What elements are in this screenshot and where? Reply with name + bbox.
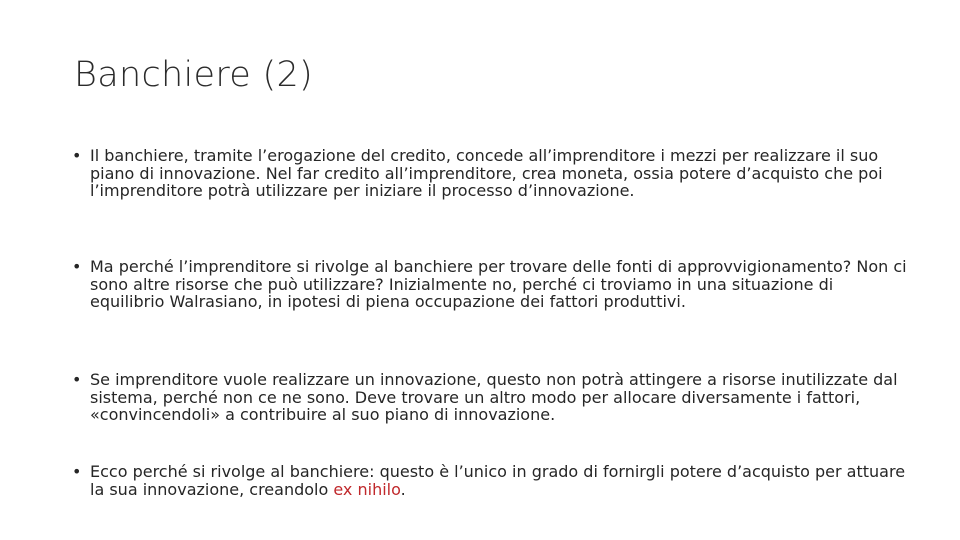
- highlight-text: ex nihilo: [333, 479, 401, 499]
- bullet-item: [72, 258, 910, 311]
- bullet-text: Il banchiere, tramite l’erogazione del credito, concede all’imprenditore i mezzi per realizzare il suo piano di innovazione. Nel far credito all’imprenditore, crea moneta, ossia potere d’acquisto che poi l’imprenditore potrà utilizzare per iniziare il processo d’innovazione.: [90, 146, 883, 200]
- bullet-marker: •: [72, 257, 82, 276]
- bullet-text-after: .: [400, 479, 406, 499]
- bullet-text-before: Ecco perché si rivolge al banchiere: questo è l’unico in grado di fornirgli potere d’acquisto per attuare la sua innovazione, creandolo: [90, 462, 906, 499]
- bullet-marker: •: [72, 146, 82, 165]
- bullet-item: [72, 371, 910, 424]
- bullet-text: Se imprenditore vuole realizzare un innovazione, questo non potrà attingere a risorse inutilizzate dal sistema, perché non ce ne sono. Deve trovare un altro modo per allocare diversamente i fattori, «convincendoli» a contribuire al suo piano di innovazione.: [90, 370, 898, 424]
- bullet-text: [90, 462, 905, 499]
- slide-title: Banchiere (2): [74, 55, 313, 95]
- bullet-item: [72, 463, 910, 498]
- bullet-text: Ma perché l’imprenditore si rivolge al banchiere per trovare delle fonti di approvvigionamento? Non ci sono altre risorse che può utilizzare? Inizialmente no, perché ci troviamo in una situazione di equilibrio Walrasiano, in ipotesi di piena occupazione dei fattori produttivi.: [90, 257, 907, 311]
- bullet-item: [72, 147, 910, 200]
- bullet-marker: •: [72, 462, 82, 481]
- bullet-marker: •: [72, 370, 82, 389]
